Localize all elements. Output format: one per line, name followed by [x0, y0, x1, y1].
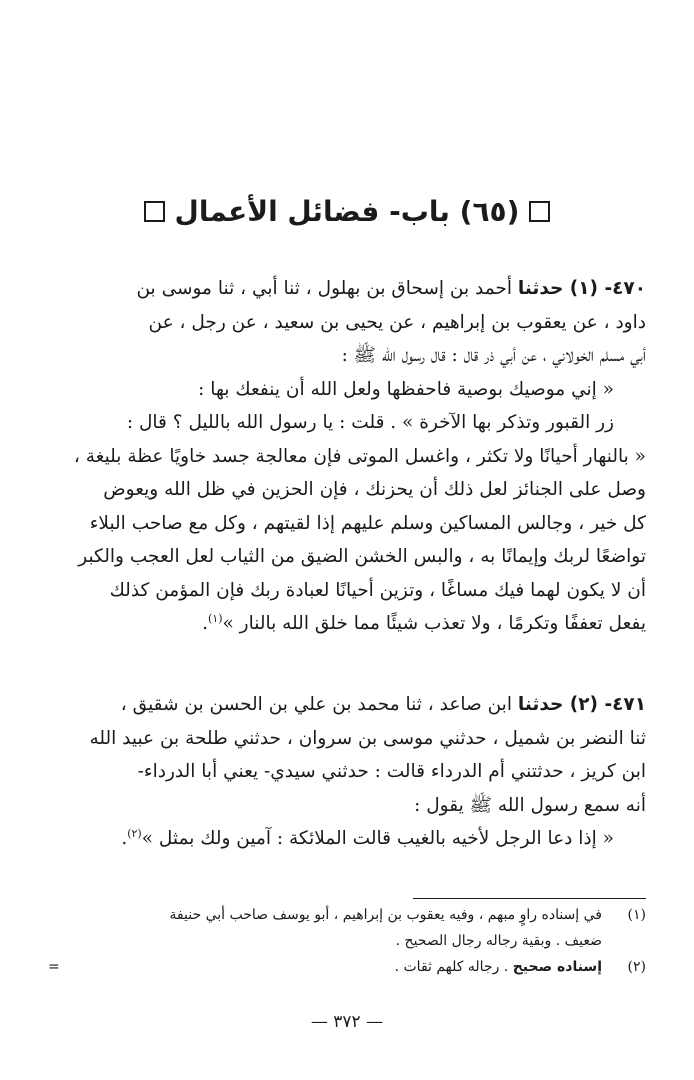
hadith-line: ثنا النضر بن شميل ، حدثني موسى بن سروان ، حدثني طلحة بن عبيد الله [89, 727, 646, 749]
hadith-line: تواضعًا لربك وإيمانًا به ، والبس الخشن الضيق من الثياب لعل العجب والكبر [78, 546, 646, 567]
hadith-line: « بالنهار أحيانًا ولا تكثر ، واغسل الموتى فإن معالجة جسد خاويًا عظة بليغة ، [73, 445, 646, 467]
chapter-heading [0, 192, 694, 232]
hadith-line: ابن كريز ، حدثتني أم الدرداء قالت : حدثني سيدي- يعني أبا الدرداء- [137, 761, 646, 782]
chapter-heading-text: (٦٥) باب- فضائل الأعمال [174, 195, 520, 228]
hadith-line: « إذا دعا الرجل لأخيه بالغيب قالت الملائكة : آمين ولك بمثل »$^{(٢)}$. [121, 826, 614, 849]
footnote-2 [48, 954, 646, 980]
footnote-line: إسناده صحيح . رجاله كلهم ثقات . [394, 959, 602, 975]
hadith-line: أن لا يكون لهما فيك مساغًا ، وتزين أحيانًا لعبادة ربك فإن المؤمن كذلك [109, 579, 646, 601]
footnote-number: (٢) [627, 959, 646, 975]
hadith-line: يفعل تعففًا وتكرمًا ، ولا تعذب شيئًا مما خلق الله بالنار »$^{(١)}$. [202, 611, 646, 634]
continuation-mark: = [48, 959, 60, 975]
hadith-line: داود ، عن يعقوب بن إبراهيم ، عن يحيى بن سعيد ، عن رجل ، عن [148, 311, 646, 333]
hadith-line: كل خير ، وجالس المساكين وسلم عليهم إذا لقيتهم ، وكل مع صاحب البلاء [89, 512, 646, 534]
hadith-line: ٤٧١- (٢) حدثنا ابن صاعد ، ثنا محمد بن علي بن الحسن بن شقيق ، [120, 694, 646, 715]
footnote-ref[interactable]: (١) [207, 611, 223, 625]
hadith-line: « إني موصيك بوصية فاحفظها ولعل الله أن ينفعك بها : [198, 378, 614, 400]
hadith-line: وصل على الجنائز لعل ذلك أن يحزنك ، فإن الحزين في ظل الله ويعوض [103, 479, 646, 500]
hadith-470 [48, 272, 646, 641]
hadith-471 [48, 688, 646, 856]
footnote-divider [413, 898, 646, 899]
page-number: — ٣٧٢ — [310, 1012, 384, 1032]
hadith-line: أنه سمع رسول الله ﷺ يقول : [414, 794, 646, 816]
hadith-line: زر القبور وتذكر بها الآخرة » . قلت : يا رسول الله بالليل ؟ قال : [126, 412, 614, 433]
hadith-number: ٤٧٠- (١) حدثنا [517, 278, 646, 299]
hadith-number: ٤٧١- (٢) حدثنا [517, 694, 646, 715]
footnotes [48, 902, 646, 980]
footnote-number: (١) [627, 907, 646, 923]
hadith-line: ٤٧٠- (١) حدثنا أحمد بن إسحاق بن بهلول ، ثنا أبي ، ثنا موسى بن [136, 278, 646, 299]
footnote-line: في إسناده راوٍ مبهم ، وفيه يعقوب بن إبراهيم ، أبو يوسف صاحب أبي حنيفة [169, 907, 602, 923]
grading-label: إسناده صحيح [512, 959, 602, 975]
hadith-line: أبي مسلم الخولاني ، عن أبي ذر قال : قال رسول الله ﷺ : [341, 345, 646, 366]
footnote-1 [48, 902, 646, 954]
footnote-ref[interactable]: (٢) [127, 826, 142, 840]
square-ornament-left-icon [144, 201, 165, 222]
footnote-line: ضعيف . وبقية رجاله رجال الصحيح . [395, 933, 602, 949]
square-ornament-right-icon [529, 201, 550, 222]
